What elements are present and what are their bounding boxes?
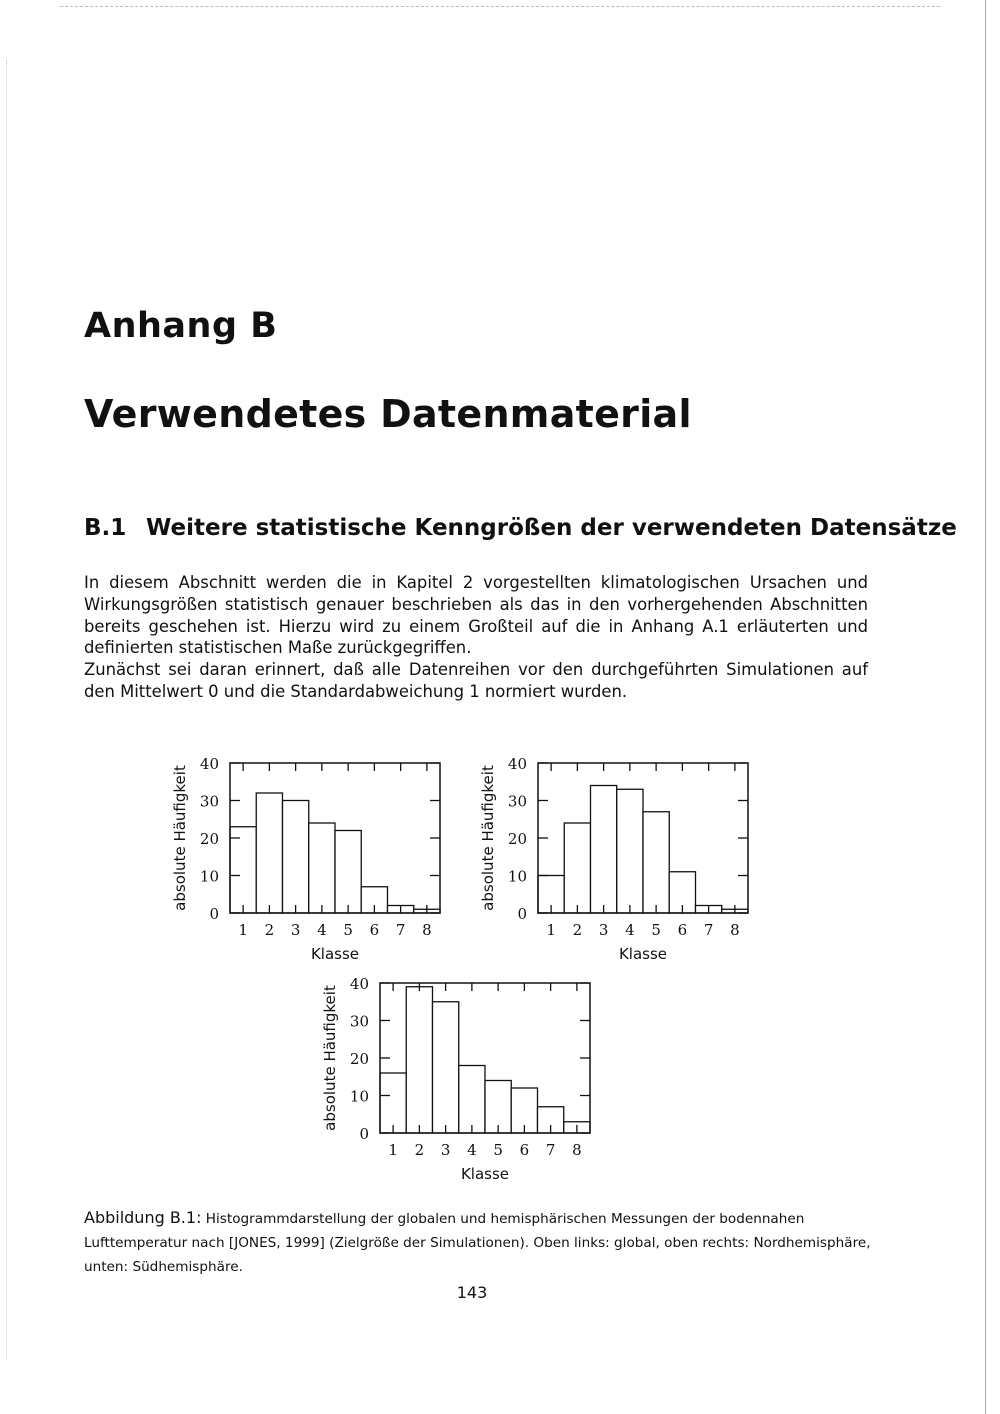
histogram-suedhemisphaere bbox=[315, 965, 605, 1190]
x-tick-label: 2 bbox=[572, 921, 583, 939]
paragraph-1: In diesem Abschnitt werden die in Kapitel 2 vorgestellten klimatologischen Ursachen und Wirkungsgrößen statistisch genauer beschrieben als das in den vorhergehenden Abschnitten bereits geschehen ist. Hierzu wird zu einem Großteil auf die in Anhang A.1 erläuterten und definierten statistischen Maße zurückgegriffen. bbox=[84, 573, 868, 658]
histogram-bar bbox=[406, 987, 432, 1133]
y-tick-label: 10 bbox=[199, 867, 219, 886]
y-tick-label: 20 bbox=[507, 830, 527, 848]
x-tick-label: 7 bbox=[395, 921, 406, 939]
y-tick-label: 20 bbox=[199, 830, 219, 848]
x-tick-label: 1 bbox=[546, 921, 556, 939]
histogram-bar bbox=[433, 1002, 459, 1133]
y-tick-label: 40 bbox=[349, 975, 369, 993]
x-axis-label: Klasse bbox=[460, 1165, 510, 1183]
histogram-bar bbox=[380, 1073, 406, 1133]
histogram-bar bbox=[643, 812, 669, 913]
histogram-bar bbox=[564, 823, 590, 913]
x-tick-label: 4 bbox=[625, 921, 635, 939]
y-tick-label: 10 bbox=[349, 1087, 369, 1106]
y-axis-label: absolute Häufigkeit bbox=[479, 765, 497, 911]
x-tick-label: 5 bbox=[493, 1141, 503, 1159]
histogram-bar bbox=[230, 827, 256, 913]
x-tick-label: 2 bbox=[414, 1141, 425, 1159]
x-tick-label: 1 bbox=[388, 1141, 398, 1159]
page-number: 143 bbox=[456, 1283, 488, 1302]
x-tick-label: 8 bbox=[730, 921, 740, 939]
y-tick-label: 0 bbox=[359, 1125, 369, 1143]
section-number: B.1 bbox=[84, 515, 127, 541]
x-tick-label: 3 bbox=[290, 921, 301, 939]
caption-text: Histogrammdarstellung der globalen und hemisphärischen Messungen der bodennahen Lufttemperatur nach [JONES, 1999] (Zielgröße der Simulationen). Oben links: global, oben rechts: Nordhemisphäre, unten: Südhemisphäre. bbox=[84, 1211, 871, 1275]
x-tick-label: 2 bbox=[264, 921, 275, 939]
histogram-bar bbox=[591, 786, 617, 914]
x-tick-label: 5 bbox=[651, 921, 661, 939]
y-tick-label: 40 bbox=[507, 755, 527, 773]
x-axis-label: Klasse bbox=[618, 945, 668, 963]
x-tick-label: 6 bbox=[369, 921, 380, 939]
figure-caption bbox=[84, 1206, 874, 1279]
x-tick-label: 1 bbox=[238, 921, 248, 939]
y-tick-label: 0 bbox=[209, 905, 219, 923]
y-tick-label: 40 bbox=[199, 755, 219, 773]
x-axis-label: Klasse bbox=[310, 945, 360, 963]
chapter-label: Anhang B bbox=[84, 306, 278, 346]
x-tick-label: 3 bbox=[598, 921, 609, 939]
histogram-bar bbox=[283, 801, 309, 914]
histogram-bar bbox=[256, 793, 282, 913]
histogram-global bbox=[165, 745, 455, 970]
x-tick-label: 3 bbox=[440, 1141, 451, 1159]
y-tick-label: 30 bbox=[199, 792, 219, 811]
x-tick-label: 6 bbox=[519, 1141, 530, 1159]
y-axis-label: absolute Häufigkeit bbox=[171, 765, 189, 911]
y-tick-label: 10 bbox=[507, 867, 527, 886]
y-axis-label: absolute Häufigkeit bbox=[321, 985, 339, 1131]
histogram-bar bbox=[309, 823, 335, 913]
x-tick-label: 8 bbox=[572, 1141, 582, 1159]
y-tick-label: 0 bbox=[517, 905, 527, 923]
x-tick-label: 7 bbox=[545, 1141, 556, 1159]
y-tick-label: 30 bbox=[349, 1012, 369, 1031]
section-title: Weitere statistische Kenngrößen der verwendeten Datensätze bbox=[146, 515, 957, 541]
histogram-bar bbox=[335, 831, 361, 914]
x-tick-label: 4 bbox=[317, 921, 327, 939]
paragraph-2: Zunächst sei daran erinnert, daß alle Datenreihen vor den durchgeführten Simulationen auf den Mittelwert 0 und die Standardabweichung 1 normiert wurden. bbox=[84, 660, 868, 701]
x-tick-label: 4 bbox=[467, 1141, 477, 1159]
caption-label: Abbildung B.1: bbox=[84, 1208, 202, 1227]
y-tick-label: 20 bbox=[349, 1050, 369, 1068]
histogram-bar bbox=[617, 789, 643, 913]
histogram-nordhemisphaere bbox=[473, 745, 763, 970]
x-tick-label: 8 bbox=[422, 921, 432, 939]
x-tick-label: 5 bbox=[343, 921, 353, 939]
chapter-title: Verwendetes Datenmaterial bbox=[84, 392, 692, 436]
y-tick-label: 30 bbox=[507, 792, 527, 811]
x-tick-label: 6 bbox=[677, 921, 688, 939]
x-tick-label: 7 bbox=[703, 921, 714, 939]
histogram-bar bbox=[459, 1066, 485, 1134]
